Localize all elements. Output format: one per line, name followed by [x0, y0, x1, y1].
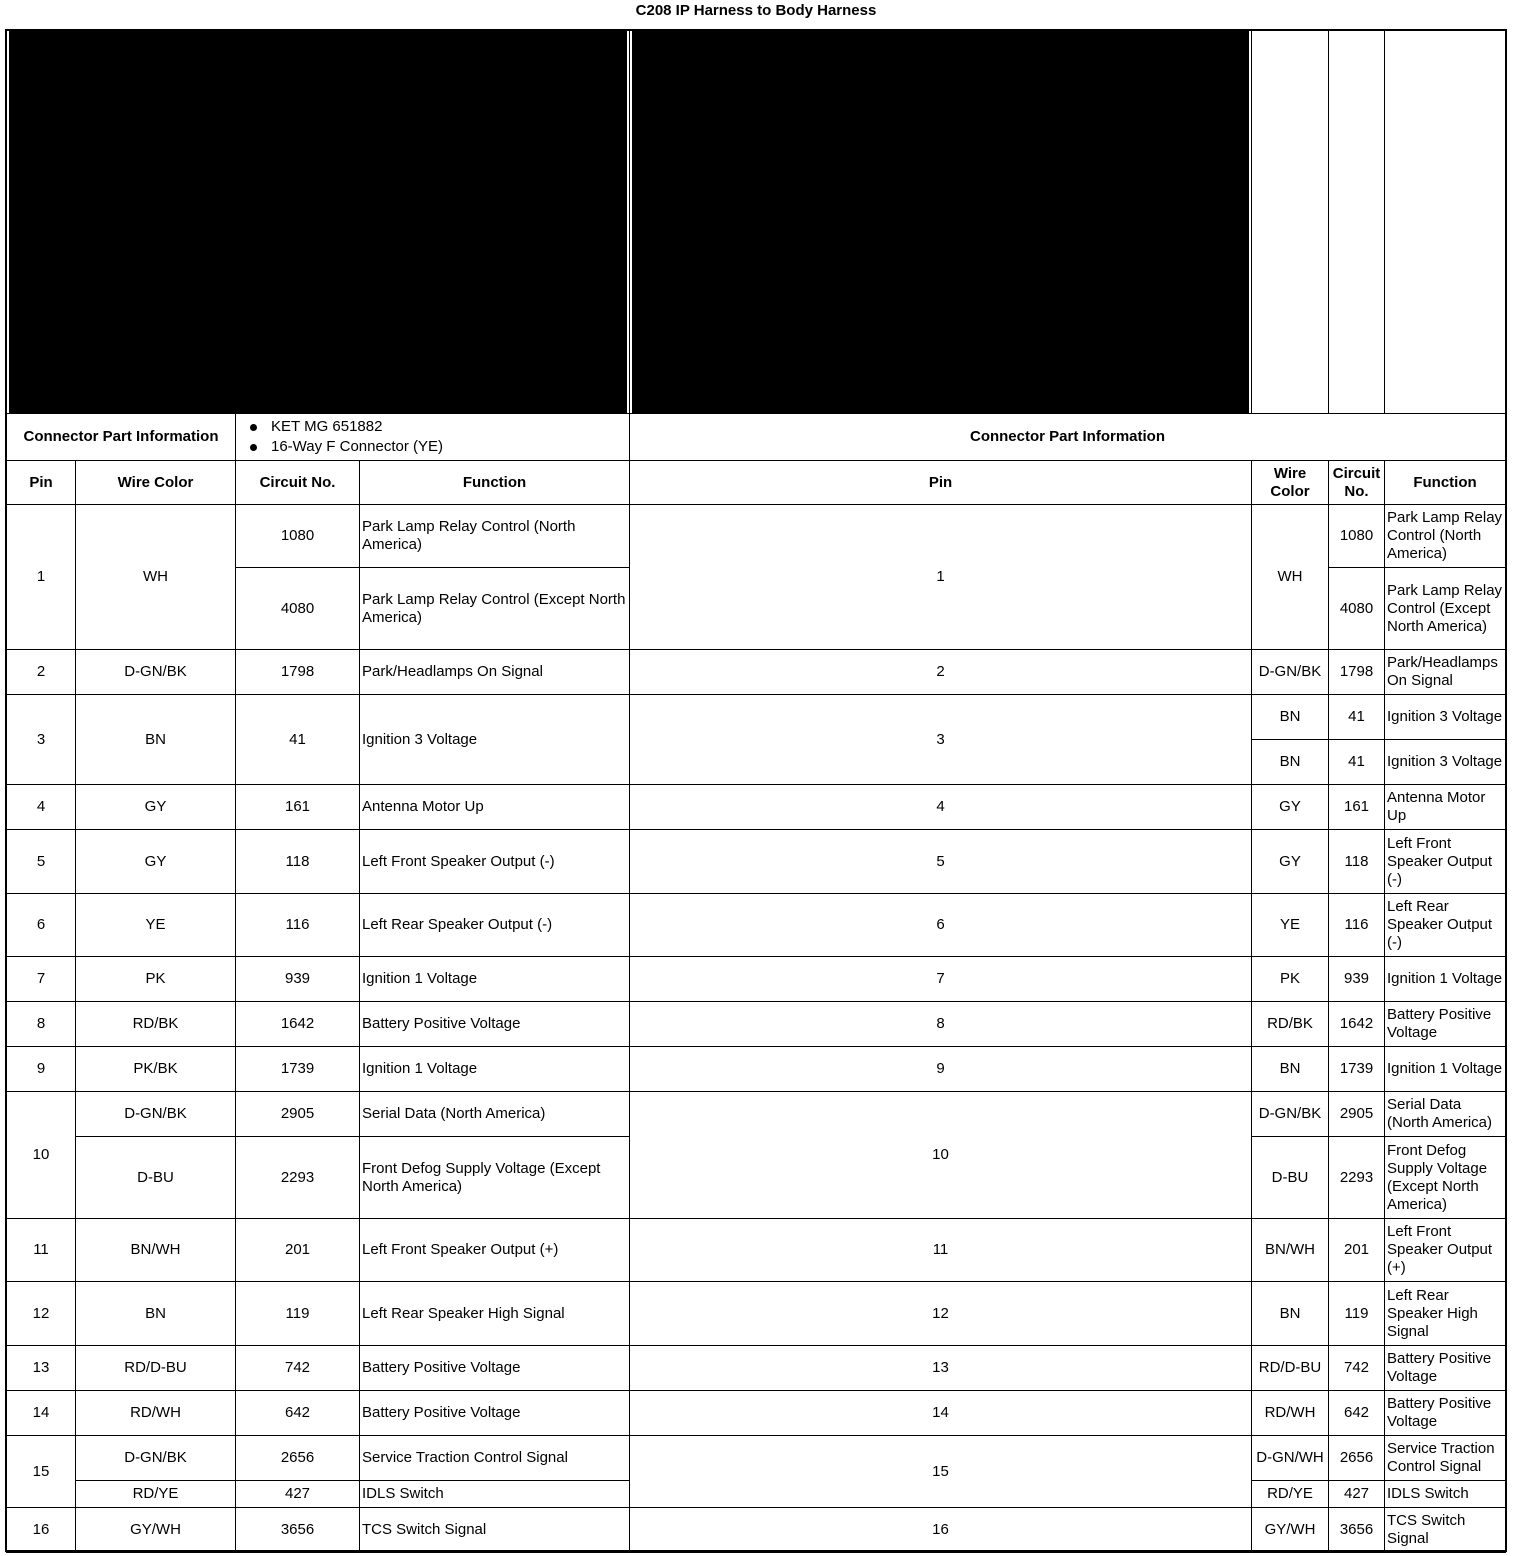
circuit-cell: 201 — [1329, 1219, 1385, 1282]
function-cell: Ignition 1 Voltage — [360, 957, 630, 1002]
header-circuit-right: Circuit No. — [1329, 461, 1385, 505]
wire-color-cell: D-GN/BK — [76, 650, 236, 695]
pin-cell: 2 — [7, 650, 76, 695]
wire-color-cell: GY/WH — [76, 1508, 236, 1553]
header-circuit-left: Circuit No. — [236, 461, 360, 505]
connector-part-list — [238, 417, 627, 457]
connector-info-row — [7, 414, 1506, 461]
function-cell: Park/Headlamps On Signal — [1385, 650, 1506, 695]
circuit-cell: 116 — [236, 894, 360, 957]
circuit-cell: 2656 — [236, 1436, 360, 1481]
wire-color-cell: YE — [1252, 894, 1329, 957]
pin-row — [7, 1002, 1506, 1047]
pin-row — [7, 1092, 1506, 1137]
circuit-cell: 201 — [236, 1219, 360, 1282]
circuit-cell: 3656 — [1329, 1508, 1385, 1553]
circuit-cell: 742 — [1329, 1346, 1385, 1391]
circuit-cell: 742 — [236, 1346, 360, 1391]
function-cell: Park Lamp Relay Control (North America) — [360, 505, 630, 568]
function-cell: Serial Data (North America) — [360, 1092, 630, 1137]
pin-row — [7, 1508, 1506, 1553]
circuit-cell: 161 — [236, 785, 360, 830]
circuit-cell: 1080 — [236, 505, 360, 568]
pin-cell: 6 — [630, 894, 1252, 957]
pin-cell: 4 — [7, 785, 76, 830]
wire-color-cell: WH — [1252, 505, 1329, 650]
function-cell: Front Defog Supply Voltage (Except North America) — [360, 1137, 630, 1219]
circuit-cell: 1642 — [236, 1002, 360, 1047]
circuit-cell: 119 — [236, 1282, 360, 1346]
function-cell: Left Front Speaker Output (-) — [1385, 830, 1506, 894]
circuit-cell: 41 — [1329, 740, 1385, 785]
function-cell: Service Traction Control Signal — [360, 1436, 630, 1481]
function-cell: Left Rear Speaker High Signal — [360, 1282, 630, 1346]
connector-info-label-right: Connector Part Information — [630, 414, 1506, 461]
pin-row — [7, 957, 1506, 1002]
function-cell: Battery Positive Voltage — [360, 1002, 630, 1047]
image-row — [7, 31, 1506, 414]
function-cell: Antenna Motor Up — [1385, 785, 1506, 830]
function-cell: Ignition 3 Voltage — [360, 695, 630, 785]
circuit-cell: 939 — [236, 957, 360, 1002]
wire-color-cell: RD/BK — [1252, 1002, 1329, 1047]
header-pin-left: Pin — [7, 461, 76, 505]
function-cell: Antenna Motor Up — [360, 785, 630, 830]
function-cell: Battery Positive Voltage — [1385, 1391, 1506, 1436]
connector-face-image-left — [7, 31, 630, 414]
connector-face-image-right — [630, 31, 1252, 414]
circuit-cell: 427 — [1329, 1481, 1385, 1508]
circuit-cell: 4080 — [1329, 568, 1385, 650]
wire-color-cell: BN — [76, 1282, 236, 1346]
function-cell: Park Lamp Relay Control (Except North America) — [360, 568, 630, 650]
circuit-cell: 118 — [236, 830, 360, 894]
wire-color-cell: BN — [1252, 1047, 1329, 1092]
wire-color-cell: RD/D-BU — [1252, 1346, 1329, 1391]
pin-cell: 10 — [630, 1092, 1252, 1219]
function-cell: IDLS Switch — [360, 1481, 630, 1508]
pin-cell: 13 — [7, 1346, 76, 1391]
pin-cell: 12 — [7, 1282, 76, 1346]
pin-row — [7, 1219, 1506, 1282]
function-cell: Battery Positive Voltage — [1385, 1002, 1506, 1047]
function-cell: Service Traction Control Signal — [1385, 1436, 1506, 1481]
pin-row — [7, 1436, 1506, 1481]
function-cell: Left Rear Speaker Output (-) — [1385, 894, 1506, 957]
pin-cell: 11 — [7, 1219, 76, 1282]
function-cell: Left Rear Speaker High Signal — [1385, 1282, 1506, 1346]
circuit-cell: 41 — [1329, 695, 1385, 740]
pin-row — [7, 830, 1506, 894]
function-cell: Battery Positive Voltage — [360, 1346, 630, 1391]
function-cell: Left Front Speaker Output (-) — [360, 830, 630, 894]
function-cell: Serial Data (North America) — [1385, 1092, 1506, 1137]
pin-cell: 7 — [630, 957, 1252, 1002]
pin-cell: 8 — [630, 1002, 1252, 1047]
function-cell: TCS Switch Signal — [360, 1508, 630, 1553]
pin-cell: 8 — [7, 1002, 76, 1047]
header-function-right: Function — [1385, 461, 1506, 505]
wire-color-cell: GY — [1252, 785, 1329, 830]
circuit-cell: 1739 — [236, 1047, 360, 1092]
pin-row — [7, 785, 1506, 830]
circuit-cell: 427 — [236, 1481, 360, 1508]
wire-color-cell: D-BU — [1252, 1137, 1329, 1219]
wire-color-cell: GY — [76, 785, 236, 830]
pin-row — [7, 1047, 1506, 1092]
pin-cell: 9 — [7, 1047, 76, 1092]
empty-cell — [1385, 31, 1506, 414]
circuit-cell: 1080 — [1329, 505, 1385, 568]
function-cell: Battery Positive Voltage — [360, 1391, 630, 1436]
header-pin-right: Pin — [630, 461, 1252, 505]
circuit-cell: 939 — [1329, 957, 1385, 1002]
pin-row — [7, 1282, 1506, 1346]
connector-part-list-cell — [236, 414, 630, 461]
wire-color-cell: GY — [76, 830, 236, 894]
pin-cell: 7 — [7, 957, 76, 1002]
header-wire-color-left: Wire Color — [76, 461, 236, 505]
pin-cell: 14 — [630, 1391, 1252, 1436]
circuit-cell: 119 — [1329, 1282, 1385, 1346]
wire-color-cell: PK — [1252, 957, 1329, 1002]
wire-color-cell: BN — [1252, 1282, 1329, 1346]
function-cell: Battery Positive Voltage — [1385, 1346, 1506, 1391]
pin-cell: 16 — [7, 1508, 76, 1553]
wire-color-cell: GY — [1252, 830, 1329, 894]
function-cell: Left Front Speaker Output (+) — [360, 1219, 630, 1282]
wire-color-cell: RD/D-BU — [76, 1346, 236, 1391]
function-cell: Left Front Speaker Output (+) — [1385, 1219, 1506, 1282]
function-cell: Park/Headlamps On Signal — [360, 650, 630, 695]
header-row — [7, 461, 1506, 505]
function-cell: Ignition 1 Voltage — [1385, 957, 1506, 1002]
circuit-cell: 2905 — [236, 1092, 360, 1137]
pin-cell: 1 — [630, 505, 1252, 650]
connector-part-item: 16-Way F Connector (YE) — [238, 437, 627, 457]
wire-color-cell: PK/BK — [76, 1047, 236, 1092]
circuit-cell: 1798 — [1329, 650, 1385, 695]
wire-color-cell: RD/WH — [1252, 1391, 1329, 1436]
wire-color-cell: RD/YE — [1252, 1481, 1329, 1508]
pin-cell: 16 — [630, 1508, 1252, 1553]
wire-color-cell: BN/WH — [76, 1219, 236, 1282]
circuit-cell: 2293 — [1329, 1137, 1385, 1219]
wire-color-cell: GY/WH — [1252, 1508, 1329, 1553]
empty-cell — [1252, 31, 1329, 414]
pin-cell: 12 — [630, 1282, 1252, 1346]
pin-row — [7, 1391, 1506, 1436]
pin-cell: 3 — [7, 695, 76, 785]
wire-color-cell: RD/BK — [76, 1002, 236, 1047]
circuit-cell: 1739 — [1329, 1047, 1385, 1092]
connector-info-label-left: Connector Part Information — [7, 414, 236, 461]
wire-color-cell: RD/WH — [76, 1391, 236, 1436]
wire-color-cell: BN/WH — [1252, 1219, 1329, 1282]
pin-cell: 9 — [630, 1047, 1252, 1092]
pin-cell: 4 — [630, 785, 1252, 830]
wire-color-cell: D-GN/WH — [1252, 1436, 1329, 1481]
function-cell: Ignition 3 Voltage — [1385, 740, 1506, 785]
pin-cell: 13 — [630, 1346, 1252, 1391]
function-cell: Front Defog Supply Voltage (Except North America) — [1385, 1137, 1506, 1219]
circuit-cell: 2905 — [1329, 1092, 1385, 1137]
function-cell: Park Lamp Relay Control (Except North America) — [1385, 568, 1506, 650]
pin-cell: 5 — [630, 830, 1252, 894]
wire-color-cell: BN — [1252, 740, 1329, 785]
header-function-left: Function — [360, 461, 630, 505]
wire-color-cell: D-GN/BK — [76, 1436, 236, 1481]
empty-cell — [1329, 31, 1385, 414]
pin-row — [7, 695, 1506, 740]
pin-cell: 14 — [7, 1391, 76, 1436]
wire-color-cell: RD/YE — [76, 1481, 236, 1508]
circuit-cell: 2293 — [236, 1137, 360, 1219]
header-wire-color-right: Wire Color — [1252, 461, 1329, 505]
circuit-cell: 118 — [1329, 830, 1385, 894]
pin-row — [7, 650, 1506, 695]
pin-cell: 5 — [7, 830, 76, 894]
circuit-cell: 1798 — [236, 650, 360, 695]
wire-color-cell: BN — [76, 695, 236, 785]
wire-color-cell: D-GN/BK — [1252, 650, 1329, 695]
function-cell: IDLS Switch — [1385, 1481, 1506, 1508]
page-title: C208 IP Harness to Body Harness — [635, 2, 877, 19]
pin-cell: 15 — [630, 1436, 1252, 1508]
pin-cell: 2 — [630, 650, 1252, 695]
function-cell: Left Rear Speaker Output (-) — [360, 894, 630, 957]
wire-color-cell: YE — [76, 894, 236, 957]
pinout-table — [6, 30, 1506, 1553]
pin-row — [7, 894, 1506, 957]
circuit-cell: 642 — [1329, 1391, 1385, 1436]
pin-cell: 11 — [630, 1219, 1252, 1282]
function-cell: TCS Switch Signal — [1385, 1508, 1506, 1553]
circuit-cell: 2656 — [1329, 1436, 1385, 1481]
redacted-connector-image — [632, 31, 1249, 413]
pin-cell: 15 — [7, 1436, 76, 1508]
wire-color-cell: WH — [76, 505, 236, 650]
redacted-connector-image — [9, 31, 627, 413]
wire-color-cell: D-GN/BK — [76, 1092, 236, 1137]
circuit-cell: 3656 — [236, 1508, 360, 1553]
pin-cell: 10 — [7, 1092, 76, 1219]
function-cell: Ignition 3 Voltage — [1385, 695, 1506, 740]
function-cell: Park Lamp Relay Control (North America) — [1385, 505, 1506, 568]
wire-color-cell: D-GN/BK — [1252, 1092, 1329, 1137]
connector-part-item: KET MG 651882 — [238, 417, 627, 437]
function-cell: Ignition 1 Voltage — [360, 1047, 630, 1092]
wire-color-cell: D-BU — [76, 1137, 236, 1219]
pin-cell: 1 — [7, 505, 76, 650]
circuit-cell: 4080 — [236, 568, 360, 650]
function-cell: Ignition 1 Voltage — [1385, 1047, 1506, 1092]
wire-color-cell: PK — [76, 957, 236, 1002]
circuit-cell: 161 — [1329, 785, 1385, 830]
circuit-cell: 642 — [236, 1391, 360, 1436]
circuit-cell: 116 — [1329, 894, 1385, 957]
pin-row — [7, 505, 1506, 568]
wire-color-cell: BN — [1252, 695, 1329, 740]
pin-row — [7, 1346, 1506, 1391]
pin-cell: 3 — [630, 695, 1252, 785]
pin-cell: 6 — [7, 894, 76, 957]
circuit-cell: 1642 — [1329, 1002, 1385, 1047]
circuit-cell: 41 — [236, 695, 360, 785]
